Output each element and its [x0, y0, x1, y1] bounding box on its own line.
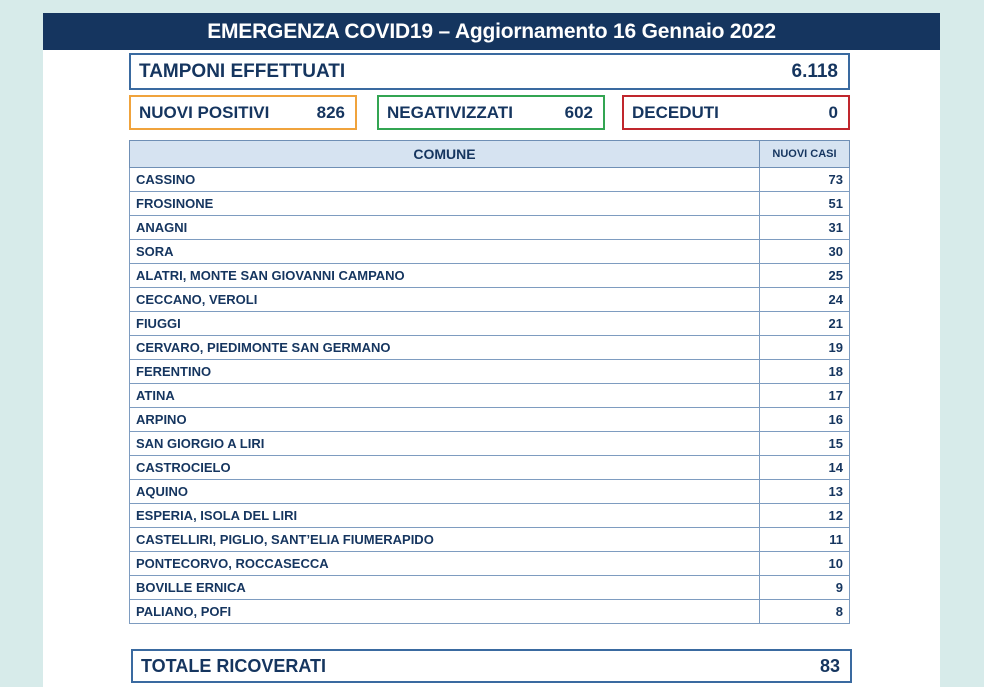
table-row: [130, 264, 850, 288]
table-header-row: [130, 141, 850, 168]
banner-title: EMERGENZA COVID19 – Aggiornamento 16 Gennaio 2022: [43, 13, 940, 50]
deceduti-box: [622, 95, 850, 130]
nuovi-casi-cell: 11: [760, 528, 850, 552]
table-row: [130, 216, 850, 240]
nuovi-casi-cell: 73: [760, 168, 850, 192]
comune-cell: BOVILLE ERNICA: [130, 576, 760, 600]
table-row: [130, 192, 850, 216]
comune-cell: PALIANO, POFI: [130, 600, 760, 624]
totale-value: 83: [819, 655, 840, 676]
table-row: [130, 312, 850, 336]
table-row: [130, 336, 850, 360]
table-row: [130, 456, 850, 480]
comune-cell: PONTECORVO, ROCCASECCA: [130, 552, 760, 576]
nuovi-casi-cell: 15: [760, 432, 850, 456]
comune-cell: ARPINO: [130, 408, 760, 432]
nuovi-casi-cell: 9: [760, 576, 850, 600]
comune-cell: FIUGGI: [130, 312, 760, 336]
table-row: [130, 432, 850, 456]
comune-cell: ATINA: [130, 384, 760, 408]
header-nuovi-casi: NUOVI CASI: [760, 141, 850, 168]
header-comune: COMUNE: [130, 141, 760, 168]
comune-cell: CERVARO, PIEDIMONTE SAN GERMANO: [130, 336, 760, 360]
comune-cell: SAN GIORGIO A LIRI: [130, 432, 760, 456]
comune-cell: SORA: [130, 240, 760, 264]
comune-cell: FERENTINO: [130, 360, 760, 384]
nuovi-positivi-label: NUOVI POSITIVI: [139, 102, 270, 122]
nuovi-casi-cell: 10: [760, 552, 850, 576]
table-row: [130, 408, 850, 432]
nuovi-casi-cell: 8: [760, 600, 850, 624]
comune-cell: CASSINO: [130, 168, 760, 192]
nuovi-positivi-box: [129, 95, 357, 130]
comune-cell: FROSINONE: [130, 192, 760, 216]
nuovi-casi-cell: 30: [760, 240, 850, 264]
nuovi-casi-cell: 24: [760, 288, 850, 312]
deceduti-value: 0: [828, 102, 838, 122]
report-sheet: [43, 13, 940, 687]
nuovi-casi-cell: 16: [760, 408, 850, 432]
comune-cell: ANAGNI: [130, 216, 760, 240]
table-row: [130, 528, 850, 552]
comune-cell: AQUINO: [130, 480, 760, 504]
table-row: [130, 576, 850, 600]
table-row: [130, 480, 850, 504]
nuovi-casi-cell: 13: [760, 480, 850, 504]
negativizzati-label: NEGATIVIZZATI: [387, 102, 513, 122]
table-row: [130, 552, 850, 576]
table-row: [130, 360, 850, 384]
deceduti-label: DECEDUTI: [632, 102, 719, 122]
tamponi-value: 6.118: [791, 60, 838, 82]
nuovi-casi-cell: 12: [760, 504, 850, 528]
tamponi-label: TAMPONI EFFETTUATI: [139, 60, 346, 82]
tamponi-box: [129, 53, 850, 90]
comune-cell: ESPERIA, ISOLA DEL LIRI: [130, 504, 760, 528]
nuovi-casi-cell: 21: [760, 312, 850, 336]
comune-cell: CASTELLIRI, PIGLIO, SANT’ELIA FIUMERAPIDO: [130, 528, 760, 552]
nuovi-casi-cell: 19: [760, 336, 850, 360]
nuovi-casi-cell: 31: [760, 216, 850, 240]
table-row: [130, 288, 850, 312]
comune-cell: CASTROCIELO: [130, 456, 760, 480]
table-row: [130, 168, 850, 192]
nuovi-casi-cell: 51: [760, 192, 850, 216]
comune-cell: ALATRI, MONTE SAN GIOVANNI CAMPANO: [130, 264, 760, 288]
nuovi-casi-cell: 25: [760, 264, 850, 288]
table-row: [130, 240, 850, 264]
nuovi-casi-cell: 14: [760, 456, 850, 480]
table-row: [130, 504, 850, 528]
negativizzati-box: [377, 95, 605, 130]
nuovi-positivi-value: 826: [316, 102, 345, 122]
nuovi-casi-cell: 18: [760, 360, 850, 384]
negativizzati-value: 602: [564, 102, 593, 122]
totale-label: TOTALE RICOVERATI: [141, 655, 327, 676]
cases-table: [129, 140, 850, 624]
table-row: [130, 600, 850, 624]
nuovi-casi-cell: 17: [760, 384, 850, 408]
comune-cell: CECCANO, VEROLI: [130, 288, 760, 312]
table-row: [130, 384, 850, 408]
totale-ricoverati-box: [131, 649, 852, 683]
